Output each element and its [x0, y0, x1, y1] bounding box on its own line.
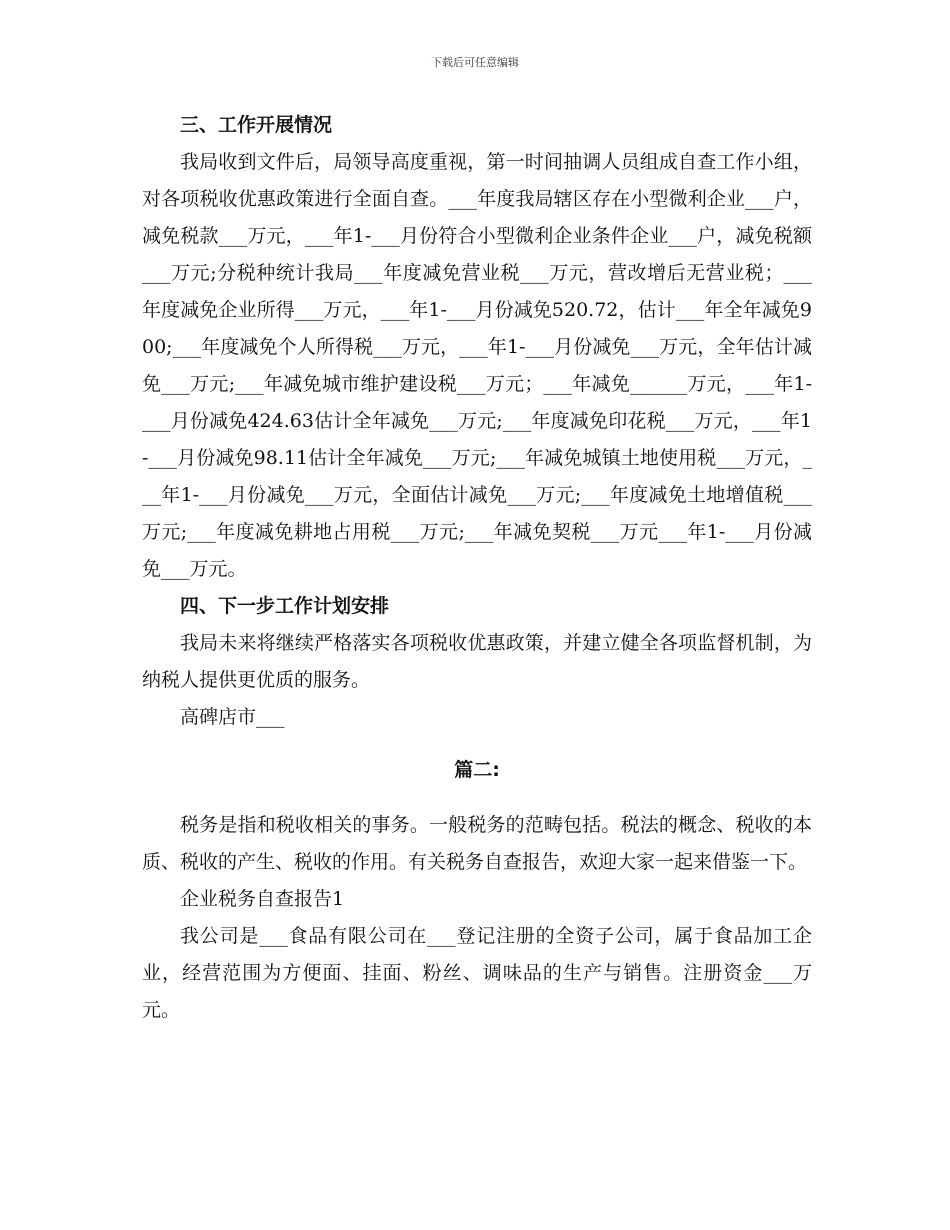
paragraph-tax-intro: 税务是指和税收相关的事务。一般税务的范畴包括。税法的概念、税收的本质、税收的产生、税收的作用。有关税务自查报告，欢迎大家一起来借鉴一下。 — [142, 814, 812, 873]
paragraph-company-intro: 我公司是___食品有限公司在___登记注册的全资子公司，属于食品加工企业，经营范围为方便面、挂面、粉丝、调味品的生产与销售。注册资金___万元。 — [142, 925, 812, 1021]
paragraph-work-progress: 我局收到文件后，局领导高度重视，第一时间抽调人员组成自查工作小组，对各项税收优惠政策进行全面自查。___年度我局辖区存在小型微利企业___户，减免税款___万元，___年1-___月份符合小型微利企业条件企业___户，减免税额___万元;分税种统计我局___年度减免营业税___万元，营改增后无营业税；___年度减免企业所得___万元，___年1-___月份减免520.72，估计___年全年减免900;___年度减免个人所得税___万元，___年1-___月份减免___万元，全年估计减免___万元;___年减免城市维护建设税___万元；___年减免______万元，___年1-___月份减免424.63估计全年减免___万元;___年度减免印花税___万元，___年1-___月份减免98.11估计全年减免___万元;___年减免城镇土地使用税___万元，___年1-___月份减免___万元，全面估计减免___万元;___年度减免土地增值税___万元;___年度减免耕地占用税___万元;___年减免契税___万元___年1-___月份减免___万元。 — [142, 151, 812, 580]
section-heading-3: 三、工作开展情况 — [180, 114, 333, 136]
part-two-title: 篇二: — [454, 759, 500, 781]
paragraph-report-title: 企业税务自查报告1 — [180, 888, 345, 910]
document-body — [142, 107, 812, 1029]
paragraph-signature: 高碑店市___ — [180, 706, 285, 728]
section-heading-4: 四、下一步工作计划安排 — [180, 595, 390, 617]
header-note: 下载后可任意编辑 — [431, 56, 519, 69]
paragraph-next-plan: 我局未来将继续严格落实各项税收优惠政策，并建立健全各项监督机制，为纳税人提供更优质的服务。 — [142, 632, 812, 691]
